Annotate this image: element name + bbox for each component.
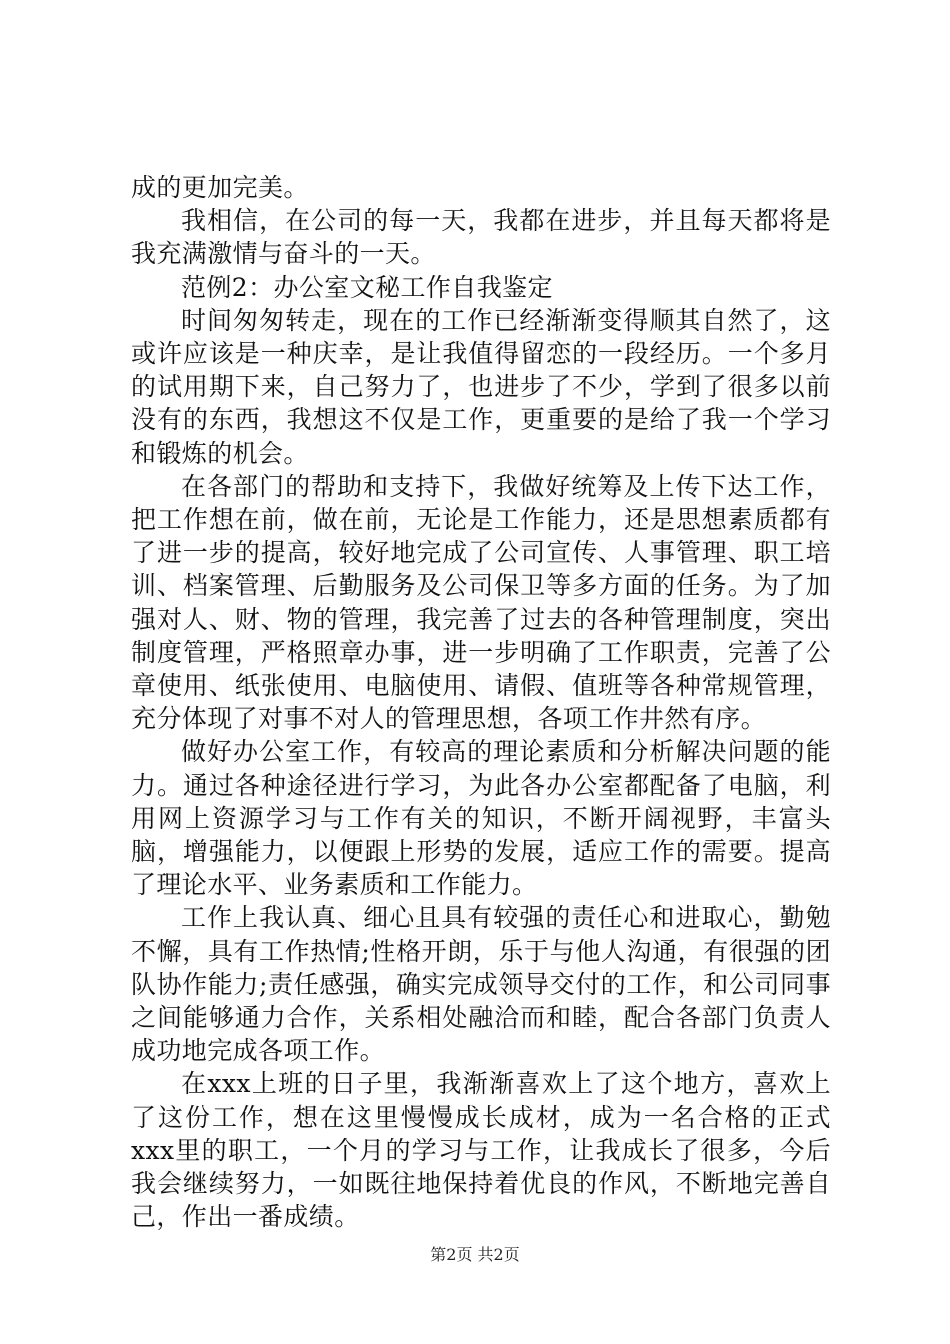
document-body	[131, 171, 831, 1234]
page-number: 第2页 共2页	[430, 1245, 520, 1264]
paragraph-attitude: 工作上我认真、细心且具有较强的责任心和进取心，勤勉不懈，具有工作热情;性格开朗，乐于与他人沟通，有很强的团队协作能力;责任感强，确实完成领导交付的工作，和公司同事之间能够通力合作，关系相处融洽而和睦，配合各部门负责人成功地完成各项工作。	[131, 903, 831, 1066]
paragraph-office-work: 做好办公室工作，有较高的理论素质和分析解决问题的能力。通过各种途径进行学习，为此各办公室都配备了电脑，利用网上资源学习与工作有关的知识，不断开阔视野，丰富头脑，增强能力，以便跟上形势的发展，适应工作的需要。提高了理论水平、业务素质和工作能力。	[131, 737, 831, 900]
paragraph-intro: 时间匆匆转走，现在的工作已经渐渐变得顺其自然了，这或许应该是一种庆幸，是让我值得留恋的一段经历。一个多月的试用期下来，自己努力了，也进步了不少，学到了很多以前没有的东西，我想这不仅是工作，更重要的是给了我一个学习和锻炼的机会。	[131, 305, 831, 468]
section-heading: 范例2：办公室文秘工作自我鉴定	[181, 272, 553, 302]
paragraph-continuation: 成的更加完美。	[131, 173, 309, 202]
paragraph-belief: 我相信，在公司的每一天，我都在进步，并且每天都将是我充满激情与奋斗的一天。	[131, 206, 831, 269]
paragraph-closing: 在xxx上班的日子里，我渐渐喜欢上了这个地方，喜欢上了这份工作，想在这里慢慢成长成材，成为一名合格的正式xxx里的职工，一个月的学习与工作，让我成长了很多，今后我会继续努力，一如既往地保持着优良的作风，不断地完善自己，作出一番成绩。	[131, 1069, 831, 1232]
paragraph-departments: 在各部门的帮助和支持下，我做好统筹及上传下达工作，把工作想在前，做在前，无论是工作能力，还是思想素质都有了进一步的提高，较好地完成了公司宣传、人事管理、职工培训、档案管理、后勤服务及公司保卫等多方面的任务。为了加强对人、财、物的管理，我完善了过去的各种管理制度，突出制度管理，严格照章办事，进一步明确了工作职责，完善了公章使用、纸张使用、电脑使用、请假、值班等各种常规管理，充分体现了对事不对人的管理思想，各项工作井然有序。	[131, 471, 831, 734]
